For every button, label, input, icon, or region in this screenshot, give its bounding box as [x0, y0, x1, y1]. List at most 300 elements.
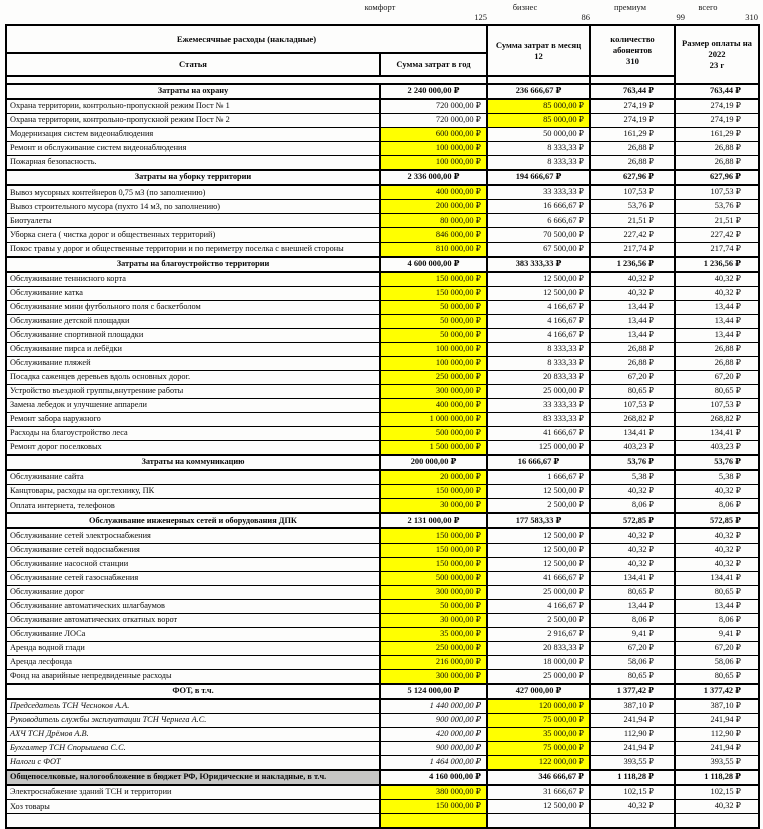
rate-value: 387,10 ₽	[675, 699, 759, 714]
column-header-month-count: 12	[534, 50, 543, 61]
row-label: Электроснабжение зданий ТСН и территории	[6, 785, 380, 800]
table-row	[6, 242, 759, 257]
month-value: 12 500,00 ₽	[487, 286, 590, 300]
year-value: 2 131 000,00 ₽	[380, 513, 487, 528]
per-subscriber-value: 161,29 ₽	[590, 128, 675, 142]
month-value: 83 333,33 ₽	[487, 413, 590, 427]
per-subscriber-value: 8,06 ₽	[590, 613, 675, 627]
month-value: 120 000,00 ₽	[487, 699, 590, 714]
month-value	[487, 814, 590, 829]
row-label: Аренда водной глади	[6, 641, 380, 655]
year-value: 2 240 000,00 ₽	[380, 84, 487, 99]
table-row	[6, 286, 759, 300]
rate-value: 274,19 ₽	[675, 99, 759, 114]
table-row	[6, 399, 759, 413]
per-subscriber-value: 58,06 ₽	[590, 655, 675, 669]
rate-value: 241,94 ₽	[675, 714, 759, 728]
month-value: 194 666,67 ₽	[487, 170, 590, 185]
year-value: 100 000,00 ₽	[380, 356, 487, 370]
per-subscriber-value: 80,65 ₽	[590, 669, 675, 684]
table-row	[6, 370, 759, 384]
year-value: 50 000,00 ₽	[380, 300, 487, 314]
rate-value	[675, 814, 759, 829]
row-label: ФОТ, в т.ч.	[6, 684, 380, 699]
year-value: 1 440 000,00 ₽	[380, 699, 487, 714]
table-row	[6, 342, 759, 356]
per-subscriber-value: 763,44 ₽	[590, 84, 675, 99]
row-label: Уборка снега ( чистка дорог и общественных территорий)	[6, 228, 380, 242]
table-row	[6, 272, 759, 287]
year-value: 150 000,00 ₽	[380, 528, 487, 543]
rate-value: 67,20 ₽	[675, 370, 759, 384]
year-value: 300 000,00 ₽	[380, 384, 487, 398]
month-value: 67 500,00 ₽	[487, 242, 590, 257]
per-subscriber-value: 107,53 ₽	[590, 399, 675, 413]
rate-value: 8,06 ₽	[675, 499, 759, 514]
row-label: Обслуживание пирса и лебёдки	[6, 342, 380, 356]
section-row	[6, 770, 759, 785]
per-subscriber-value: 26,88 ₽	[590, 142, 675, 156]
header-row-1	[6, 25, 759, 53]
month-value: 12 500,00 ₽	[487, 485, 590, 499]
column-header-month-label: Сумма затрат в месяц	[495, 39, 582, 50]
column-header-subscribers-label: количество абонентов	[610, 34, 655, 56]
per-subscriber-value: 102,15 ₽	[590, 785, 675, 800]
column-header-rate-year: 23 г	[709, 59, 725, 70]
spacer-cell	[6, 76, 487, 84]
year-value: 720 000,00 ₽	[380, 99, 487, 114]
month-value: 33 333,33 ₽	[487, 399, 590, 413]
table-row	[6, 543, 759, 557]
table-row	[6, 699, 759, 714]
rate-value: 80,65 ₽	[675, 585, 759, 599]
row-label: Оплата интернета, телефонов	[6, 499, 380, 514]
row-label: Пожарная безопасность.	[6, 156, 380, 171]
year-value: 810 000,00 ₽	[380, 242, 487, 257]
month-value: 41 666,67 ₽	[487, 427, 590, 441]
row-label: Охрана территории, контрольно-пропускной режим Пост № 2	[6, 114, 380, 128]
year-value: 720 000,00 ₽	[380, 114, 487, 128]
month-value: 12 500,00 ₽	[487, 557, 590, 571]
year-value: 80 000,00 ₽	[380, 214, 487, 228]
rate-value: 134,41 ₽	[675, 571, 759, 585]
year-value: 600 000,00 ₽	[380, 128, 487, 142]
table-row	[6, 655, 759, 669]
table-row	[6, 356, 759, 370]
row-label: Затраты на уборку территории	[6, 170, 380, 185]
row-label: Канцтовары, расходы на орг.технику, ПК	[6, 485, 380, 499]
per-subscriber-value: 13,44 ₽	[590, 314, 675, 328]
per-subscriber-value: 13,44 ₽	[590, 599, 675, 613]
row-label: Обслуживание инженерных сетей и оборудования ДПК	[6, 513, 380, 528]
row-label: Обслуживание сетей водоснабжения	[6, 543, 380, 557]
per-subscriber-value: 134,41 ₽	[590, 427, 675, 441]
per-subscriber-value: 40,32 ₽	[590, 528, 675, 543]
per-subscriber-value: 80,65 ₽	[590, 585, 675, 599]
month-value: 2 500,00 ₽	[487, 613, 590, 627]
rate-value: 5,38 ₽	[675, 470, 759, 485]
per-subscriber-value: 53,76 ₽	[590, 200, 675, 214]
rate-value: 241,94 ₽	[675, 742, 759, 756]
table-row	[6, 499, 759, 514]
spacer-cell	[590, 76, 675, 84]
table-row	[6, 800, 759, 814]
month-value: 75 000,00 ₽	[487, 714, 590, 728]
per-subscriber-value: 393,55 ₽	[590, 756, 675, 771]
rate-value: 627,96 ₽	[675, 170, 759, 185]
rate-value: 227,42 ₽	[675, 228, 759, 242]
row-label: Фонд на аварийные непредвиденные расходы	[6, 669, 380, 684]
row-label: Замена лебедок и улучшение аппарели	[6, 399, 380, 413]
row-label: Покос травы у дорог и общественные территории и по периметру поселка с внешней стороны	[6, 242, 380, 257]
table-title: Ежемесячные расходы (накладные)	[6, 25, 487, 53]
month-value: 6 666,67 ₽	[487, 214, 590, 228]
section-row	[6, 455, 759, 470]
group-label-premium: премиум	[613, 2, 647, 12]
per-subscriber-value: 40,32 ₽	[590, 286, 675, 300]
row-label: Руководитель службы эксплуатации ТСН Чернега А.С.	[6, 714, 380, 728]
rate-value: 26,88 ₽	[675, 142, 759, 156]
month-value: 177 583,33 ₽	[487, 513, 590, 528]
month-value: 16 666,67 ₽	[487, 455, 590, 470]
per-subscriber-value: 53,76 ₽	[590, 455, 675, 470]
column-header-subscribers-count: 310	[626, 55, 639, 66]
year-value: 50 000,00 ₽	[380, 328, 487, 342]
year-value: 35 000,00 ₽	[380, 627, 487, 641]
row-label: Бухгалтер ТСН Спорышева С.С.	[6, 742, 380, 756]
rate-value: 393,55 ₽	[675, 756, 759, 771]
row-label: Обслуживание сайта	[6, 470, 380, 485]
table-row	[6, 214, 759, 228]
month-value: 8 333,33 ₽	[487, 356, 590, 370]
rate-value: 268,82 ₽	[675, 413, 759, 427]
year-value: 4 160 000,00 ₽	[380, 770, 487, 785]
per-subscriber-value: 67,20 ₽	[590, 370, 675, 384]
row-label: Обслуживание насосной станции	[6, 557, 380, 571]
row-label: Обслуживание сетей электроснабжения	[6, 528, 380, 543]
month-value: 85 000,00 ₽	[487, 99, 590, 114]
header-spacer-row	[6, 76, 759, 84]
month-value: 12 500,00 ₽	[487, 543, 590, 557]
rate-value: 107,53 ₽	[675, 185, 759, 200]
spacer-cell	[487, 76, 590, 84]
table-row	[6, 627, 759, 641]
per-subscriber-value: 26,88 ₽	[590, 342, 675, 356]
month-value: 18 000,00 ₽	[487, 655, 590, 669]
rate-value: 572,85 ₽	[675, 513, 759, 528]
month-value: 4 166,67 ₽	[487, 300, 590, 314]
table-row	[6, 300, 759, 314]
per-subscriber-value: 40,32 ₽	[590, 543, 675, 557]
per-subscriber-value: 13,44 ₽	[590, 300, 675, 314]
row-label: Ремонт и обслуживание систем видеонаблюдения	[6, 142, 380, 156]
rate-value: 40,32 ₽	[675, 272, 759, 287]
year-value: 500 000,00 ₽	[380, 427, 487, 441]
year-value: 150 000,00 ₽	[380, 286, 487, 300]
year-value: 420 000,00 ₽	[380, 728, 487, 742]
table-row	[6, 328, 759, 342]
table-row	[6, 585, 759, 599]
row-label: Затраты на благоустройство территории	[6, 257, 380, 272]
row-label: АХЧ ТСН Дрёмов А.В.	[6, 728, 380, 742]
rate-value: 40,32 ₽	[675, 557, 759, 571]
table-row	[6, 714, 759, 728]
year-value: 150 000,00 ₽	[380, 543, 487, 557]
rate-value: 112,90 ₽	[675, 728, 759, 742]
year-value: 150 000,00 ₽	[380, 557, 487, 571]
table-row	[6, 641, 759, 655]
year-value: 50 000,00 ₽	[380, 599, 487, 613]
group-label-comfort: комфорт	[364, 2, 396, 12]
per-subscriber-value: 227,42 ₽	[590, 228, 675, 242]
month-value: 8 333,33 ₽	[487, 142, 590, 156]
year-value: 300 000,00 ₽	[380, 669, 487, 684]
month-value: 1 666,67 ₽	[487, 470, 590, 485]
column-header-rate	[675, 25, 759, 84]
table-row	[6, 114, 759, 128]
row-label: Модернизация систем видеонаблюдения	[6, 128, 380, 142]
per-subscriber-value: 21,51 ₽	[590, 214, 675, 228]
table-row	[6, 384, 759, 398]
month-value: 346 666,67 ₽	[487, 770, 590, 785]
table-body	[6, 84, 759, 828]
rate-value: 58,06 ₽	[675, 655, 759, 669]
year-value: 900 000,00 ₽	[380, 714, 487, 728]
column-header-rate-label: Размер оплаты на 2022	[682, 38, 752, 60]
row-label: Обслуживание автоматических откатных ворот	[6, 613, 380, 627]
row-label: Налоги с ФОТ	[6, 756, 380, 771]
month-value: 41 666,67 ₽	[487, 571, 590, 585]
per-subscriber-value: 67,20 ₽	[590, 641, 675, 655]
per-subscriber-value: 627,96 ₽	[590, 170, 675, 185]
row-label: Обслуживание детской площадки	[6, 314, 380, 328]
row-label: Председатель ТСН Чесноков А.А.	[6, 699, 380, 714]
month-value: 16 666,67 ₽	[487, 200, 590, 214]
rate-value: 13,44 ₽	[675, 328, 759, 342]
per-subscriber-value: 5,38 ₽	[590, 470, 675, 485]
table-row	[6, 185, 759, 200]
section-row	[6, 684, 759, 699]
year-value: 30 000,00 ₽	[380, 499, 487, 514]
year-value: 500 000,00 ₽	[380, 571, 487, 585]
per-subscriber-value: 274,19 ₽	[590, 99, 675, 114]
per-subscriber-value: 403,23 ₽	[590, 441, 675, 456]
row-label: Затраты на охрану	[6, 84, 380, 99]
per-subscriber-value: 80,65 ₽	[590, 384, 675, 398]
year-value: 50 000,00 ₽	[380, 314, 487, 328]
group-count-business: 86	[581, 12, 590, 22]
per-subscriber-value: 241,94 ₽	[590, 714, 675, 728]
year-value: 30 000,00 ₽	[380, 613, 487, 627]
group-label-total: всего	[698, 2, 718, 12]
per-subscriber-value: 1 236,56 ₽	[590, 257, 675, 272]
month-value: 4 166,67 ₽	[487, 314, 590, 328]
month-value: 12 500,00 ₽	[487, 800, 590, 814]
month-value: 35 000,00 ₽	[487, 728, 590, 742]
month-value: 25 000,00 ₽	[487, 384, 590, 398]
per-subscriber-value	[590, 814, 675, 829]
table-row	[6, 785, 759, 800]
table-row	[6, 200, 759, 214]
row-label: Обслуживание дорог	[6, 585, 380, 599]
per-subscriber-value: 9,41 ₽	[590, 627, 675, 641]
rate-value: 26,88 ₽	[675, 342, 759, 356]
month-value: 75 000,00 ₽	[487, 742, 590, 756]
year-value: 4 600 000,00 ₽	[380, 257, 487, 272]
rate-value: 26,88 ₽	[675, 356, 759, 370]
table-row	[6, 728, 759, 742]
row-label: Биотуалеты	[6, 214, 380, 228]
row-label: Затраты на коммуникацию	[6, 455, 380, 470]
year-value: 150 000,00 ₽	[380, 800, 487, 814]
rate-value: 80,65 ₽	[675, 669, 759, 684]
year-value: 100 000,00 ₽	[380, 342, 487, 356]
rate-value: 13,44 ₽	[675, 300, 759, 314]
month-value: 12 500,00 ₽	[487, 528, 590, 543]
group-count-premium: 99	[676, 12, 685, 22]
table-row	[6, 156, 759, 171]
row-label: Хоз товары	[6, 800, 380, 814]
rate-value: 1 377,42 ₽	[675, 684, 759, 699]
rate-value: 21,51 ₽	[675, 214, 759, 228]
rate-value: 13,44 ₽	[675, 314, 759, 328]
row-label: Общепоселковые, налогообложение в бюджет РФ, Юридические и накладные, в т.ч.	[6, 770, 380, 785]
row-label: Обслуживание мини футбольного поля с баскетболом	[6, 300, 380, 314]
rate-value: 274,19 ₽	[675, 114, 759, 128]
per-subscriber-value: 1 118,28 ₽	[590, 770, 675, 785]
row-label: Обслуживание сетей газоснабжения	[6, 571, 380, 585]
rate-value: 53,76 ₽	[675, 455, 759, 470]
table-row	[6, 413, 759, 427]
rate-value: 40,32 ₽	[675, 528, 759, 543]
per-subscriber-value: 40,32 ₽	[590, 800, 675, 814]
row-label: Посадка саженцев деревьев вдоль основных дорог.	[6, 370, 380, 384]
table-row	[6, 557, 759, 571]
per-subscriber-value: 274,19 ₽	[590, 114, 675, 128]
year-value: 1 000 000,00 ₽	[380, 413, 487, 427]
row-label: Ремонт забора наружного	[6, 413, 380, 427]
table-row	[6, 599, 759, 613]
section-row	[6, 513, 759, 528]
table-row	[6, 613, 759, 627]
year-value: 100 000,00 ₽	[380, 142, 487, 156]
year-value: 216 000,00 ₽	[380, 655, 487, 669]
month-value: 25 000,00 ₽	[487, 669, 590, 684]
month-value: 125 000,00 ₽	[487, 441, 590, 456]
row-label: Расходы на благоустройство леса	[6, 427, 380, 441]
rate-value: 9,41 ₽	[675, 627, 759, 641]
row-label: Охрана территории, контрольно-пропускной режим Пост № 1	[6, 99, 380, 114]
table-row	[6, 441, 759, 456]
section-row	[6, 170, 759, 185]
year-value: 900 000,00 ₽	[380, 742, 487, 756]
per-subscriber-value: 8,06 ₽	[590, 499, 675, 514]
row-label: Обслуживание пляжей	[6, 356, 380, 370]
month-value: 20 833,33 ₽	[487, 641, 590, 655]
month-value: 12 500,00 ₽	[487, 272, 590, 287]
year-value: 300 000,00 ₽	[380, 585, 487, 599]
year-value: 20 000,00 ₽	[380, 470, 487, 485]
rate-value: 134,41 ₽	[675, 427, 759, 441]
rate-value: 26,88 ₽	[675, 156, 759, 171]
year-value: 400 000,00 ₽	[380, 185, 487, 200]
year-value: 380 000,00 ₽	[380, 785, 487, 800]
rate-value: 67,20 ₽	[675, 641, 759, 655]
group-count-total: 310	[745, 12, 758, 22]
per-subscriber-value: 241,94 ₽	[590, 742, 675, 756]
rate-value: 107,53 ₽	[675, 399, 759, 413]
rate-value: 102,15 ₽	[675, 785, 759, 800]
table-row	[6, 142, 759, 156]
column-header-subscribers	[590, 25, 675, 76]
row-label: Обслуживание ЛОСа	[6, 627, 380, 641]
rate-value: 40,32 ₽	[675, 800, 759, 814]
year-value: 5 124 000,00 ₽	[380, 684, 487, 699]
month-value: 4 166,67 ₽	[487, 328, 590, 342]
per-subscriber-value: 13,44 ₽	[590, 328, 675, 342]
year-value: 250 000,00 ₽	[380, 641, 487, 655]
month-value: 85 000,00 ₽	[487, 114, 590, 128]
month-value: 50 000,00 ₽	[487, 128, 590, 142]
per-subscriber-value: 26,88 ₽	[590, 156, 675, 171]
per-subscriber-value: 268,82 ₽	[590, 413, 675, 427]
per-subscriber-value: 134,41 ₽	[590, 571, 675, 585]
year-value: 1 500 000,00 ₽	[380, 441, 487, 456]
per-subscriber-value: 40,32 ₽	[590, 272, 675, 287]
table-row	[6, 756, 759, 771]
year-value: 150 000,00 ₽	[380, 272, 487, 287]
expenses-table	[5, 24, 760, 829]
month-value: 236 666,67 ₽	[487, 84, 590, 99]
row-label: Вывоз мусорных контейнеров 0,75 м3 (по заполнению)	[6, 185, 380, 200]
month-value: 20 833,33 ₽	[487, 370, 590, 384]
year-value: 400 000,00 ₽	[380, 399, 487, 413]
section-row	[6, 257, 759, 272]
year-value: 150 000,00 ₽	[380, 485, 487, 499]
month-value: 4 166,67 ₽	[487, 599, 590, 613]
per-subscriber-value: 107,53 ₽	[590, 185, 675, 200]
year-value: 250 000,00 ₽	[380, 370, 487, 384]
per-subscriber-value: 40,32 ₽	[590, 485, 675, 499]
year-value: 846 000,00 ₽	[380, 228, 487, 242]
rate-value: 1 118,28 ₽	[675, 770, 759, 785]
column-header-year: Сумма затрат в год	[380, 53, 487, 76]
rate-value: 403,23 ₽	[675, 441, 759, 456]
row-label	[6, 814, 380, 829]
month-value: 2 500,00 ₽	[487, 499, 590, 514]
table-row	[6, 485, 759, 499]
year-value: 100 000,00 ₽	[380, 156, 487, 171]
rate-value: 53,76 ₽	[675, 200, 759, 214]
table-row	[6, 528, 759, 543]
row-label: Обслуживание катка	[6, 286, 380, 300]
month-value: 31 666,67 ₽	[487, 785, 590, 800]
month-value: 427 000,00 ₽	[487, 684, 590, 699]
table-row	[6, 128, 759, 142]
year-value: 2 336 000,00 ₽	[380, 170, 487, 185]
year-value: 200 000,00 ₽	[380, 200, 487, 214]
table-row	[6, 228, 759, 242]
per-subscriber-value: 387,10 ₽	[590, 699, 675, 714]
row-label: Ремонт дорог поселковых	[6, 441, 380, 456]
rate-value: 40,32 ₽	[675, 286, 759, 300]
per-subscriber-value: 217,74 ₽	[590, 242, 675, 257]
per-subscriber-value: 112,90 ₽	[590, 728, 675, 742]
rate-value: 13,44 ₽	[675, 599, 759, 613]
row-label: Аренда лесфонда	[6, 655, 380, 669]
month-value: 33 333,33 ₽	[487, 185, 590, 200]
table-row	[6, 427, 759, 441]
